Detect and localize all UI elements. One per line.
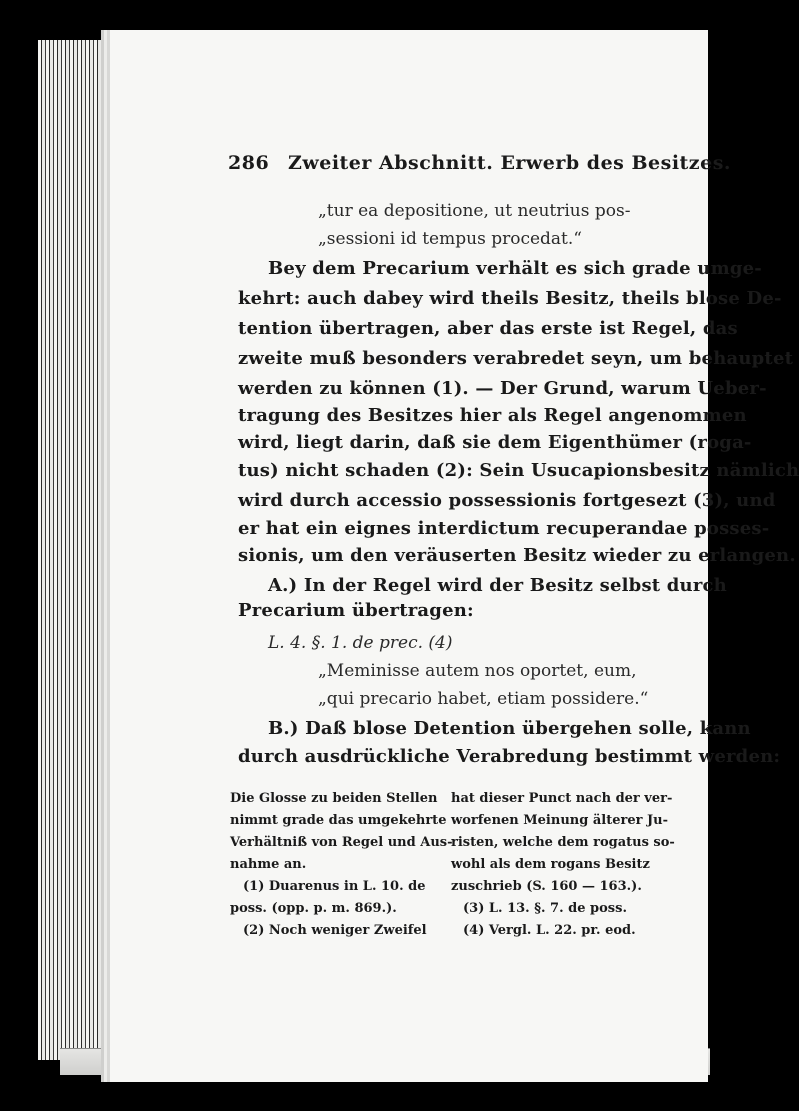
running-head: Zweiter Abschnitt. Erwerb des Besitzes. xyxy=(288,152,732,174)
footnote-line: wohl als dem rogans Besitz xyxy=(451,857,650,872)
footnote-line: Verhältniß von Regel und Aus- xyxy=(230,835,453,850)
quote-line: „tur ea depositione, ut neutrius pos- xyxy=(318,201,631,221)
body-line: er hat ein eignes interdictum recuperandae posses- xyxy=(238,518,770,539)
body-line: tus) nicht schaden (2): Sein Usucapionsbesitz nämlich xyxy=(238,460,799,481)
body-line: Bey dem Precarium verhält es sich grade umge- xyxy=(268,258,762,279)
section-a-line: A.) In der Regel wird der Besitz selbst durch xyxy=(268,575,727,596)
quote-line: „Meminisse autem nos oportet, eum, xyxy=(318,661,637,681)
footnote-line: (2) Noch weniger Zweifel xyxy=(243,923,427,938)
citation: L. 4. §. 1. de prec. (4) xyxy=(268,633,453,653)
body-line: sionis, um den veräuserten Besitz wieder zu erlangen. xyxy=(238,545,796,566)
body-line: tragung des Besitzes hier als Regel angenommen xyxy=(238,405,747,426)
footnote-line: poss. (opp. p. m. 869.). xyxy=(230,901,397,916)
footnote-line: worfenen Meinung älterer Ju- xyxy=(451,813,668,828)
body-line: wird, liegt darin, daß sie dem Eigenthümer (roga- xyxy=(238,432,752,453)
body-line: tention übertragen, aber das erste ist Regel, das xyxy=(238,318,738,339)
footnote-line: Die Glosse zu beiden Stellen xyxy=(230,791,438,806)
footnote-line: hat dieser Punct nach der ver- xyxy=(451,791,673,806)
page-content xyxy=(118,0,799,1111)
body-line: wird durch accessio possessionis fortgesezt (3), und xyxy=(238,490,776,511)
footnote-line: nimmt grade das umgekehrte xyxy=(230,813,447,828)
footnote-line: zuschrieb (S. 160 — 163.). xyxy=(451,879,642,894)
quote-line: „sessioni id tempus procedat.“ xyxy=(318,229,582,249)
page-number: 286 xyxy=(228,152,270,174)
section-a-line: Precarium übertragen: xyxy=(238,600,474,621)
footnote-line: (3) L. 13. §. 7. de poss. xyxy=(463,901,627,916)
body-line: werden zu können (1). — Der Grund, warum Ueber- xyxy=(238,378,767,399)
footnote-line: (4) Vergl. L. 22. pr. eod. xyxy=(463,923,636,938)
body-line: kehrt: auch dabey wird theils Besitz, theils blose De- xyxy=(238,288,782,309)
section-b-line: B.) Daß blose Detention übergehen solle, kann xyxy=(268,718,751,739)
footnote-line: nahme an. xyxy=(230,857,307,872)
section-b-line: durch ausdrückliche Verabredung bestimmt werden: xyxy=(238,746,781,767)
quote-line: „qui precario habet, etiam possidere.“ xyxy=(318,689,649,709)
footnote-line: (1) Duarenus in L. 10. de xyxy=(243,879,426,894)
footnote-line: risten, welche dem rogatus so- xyxy=(451,835,675,850)
body-line: zweite muß besonders verabredet seyn, um behauptet xyxy=(238,348,794,369)
